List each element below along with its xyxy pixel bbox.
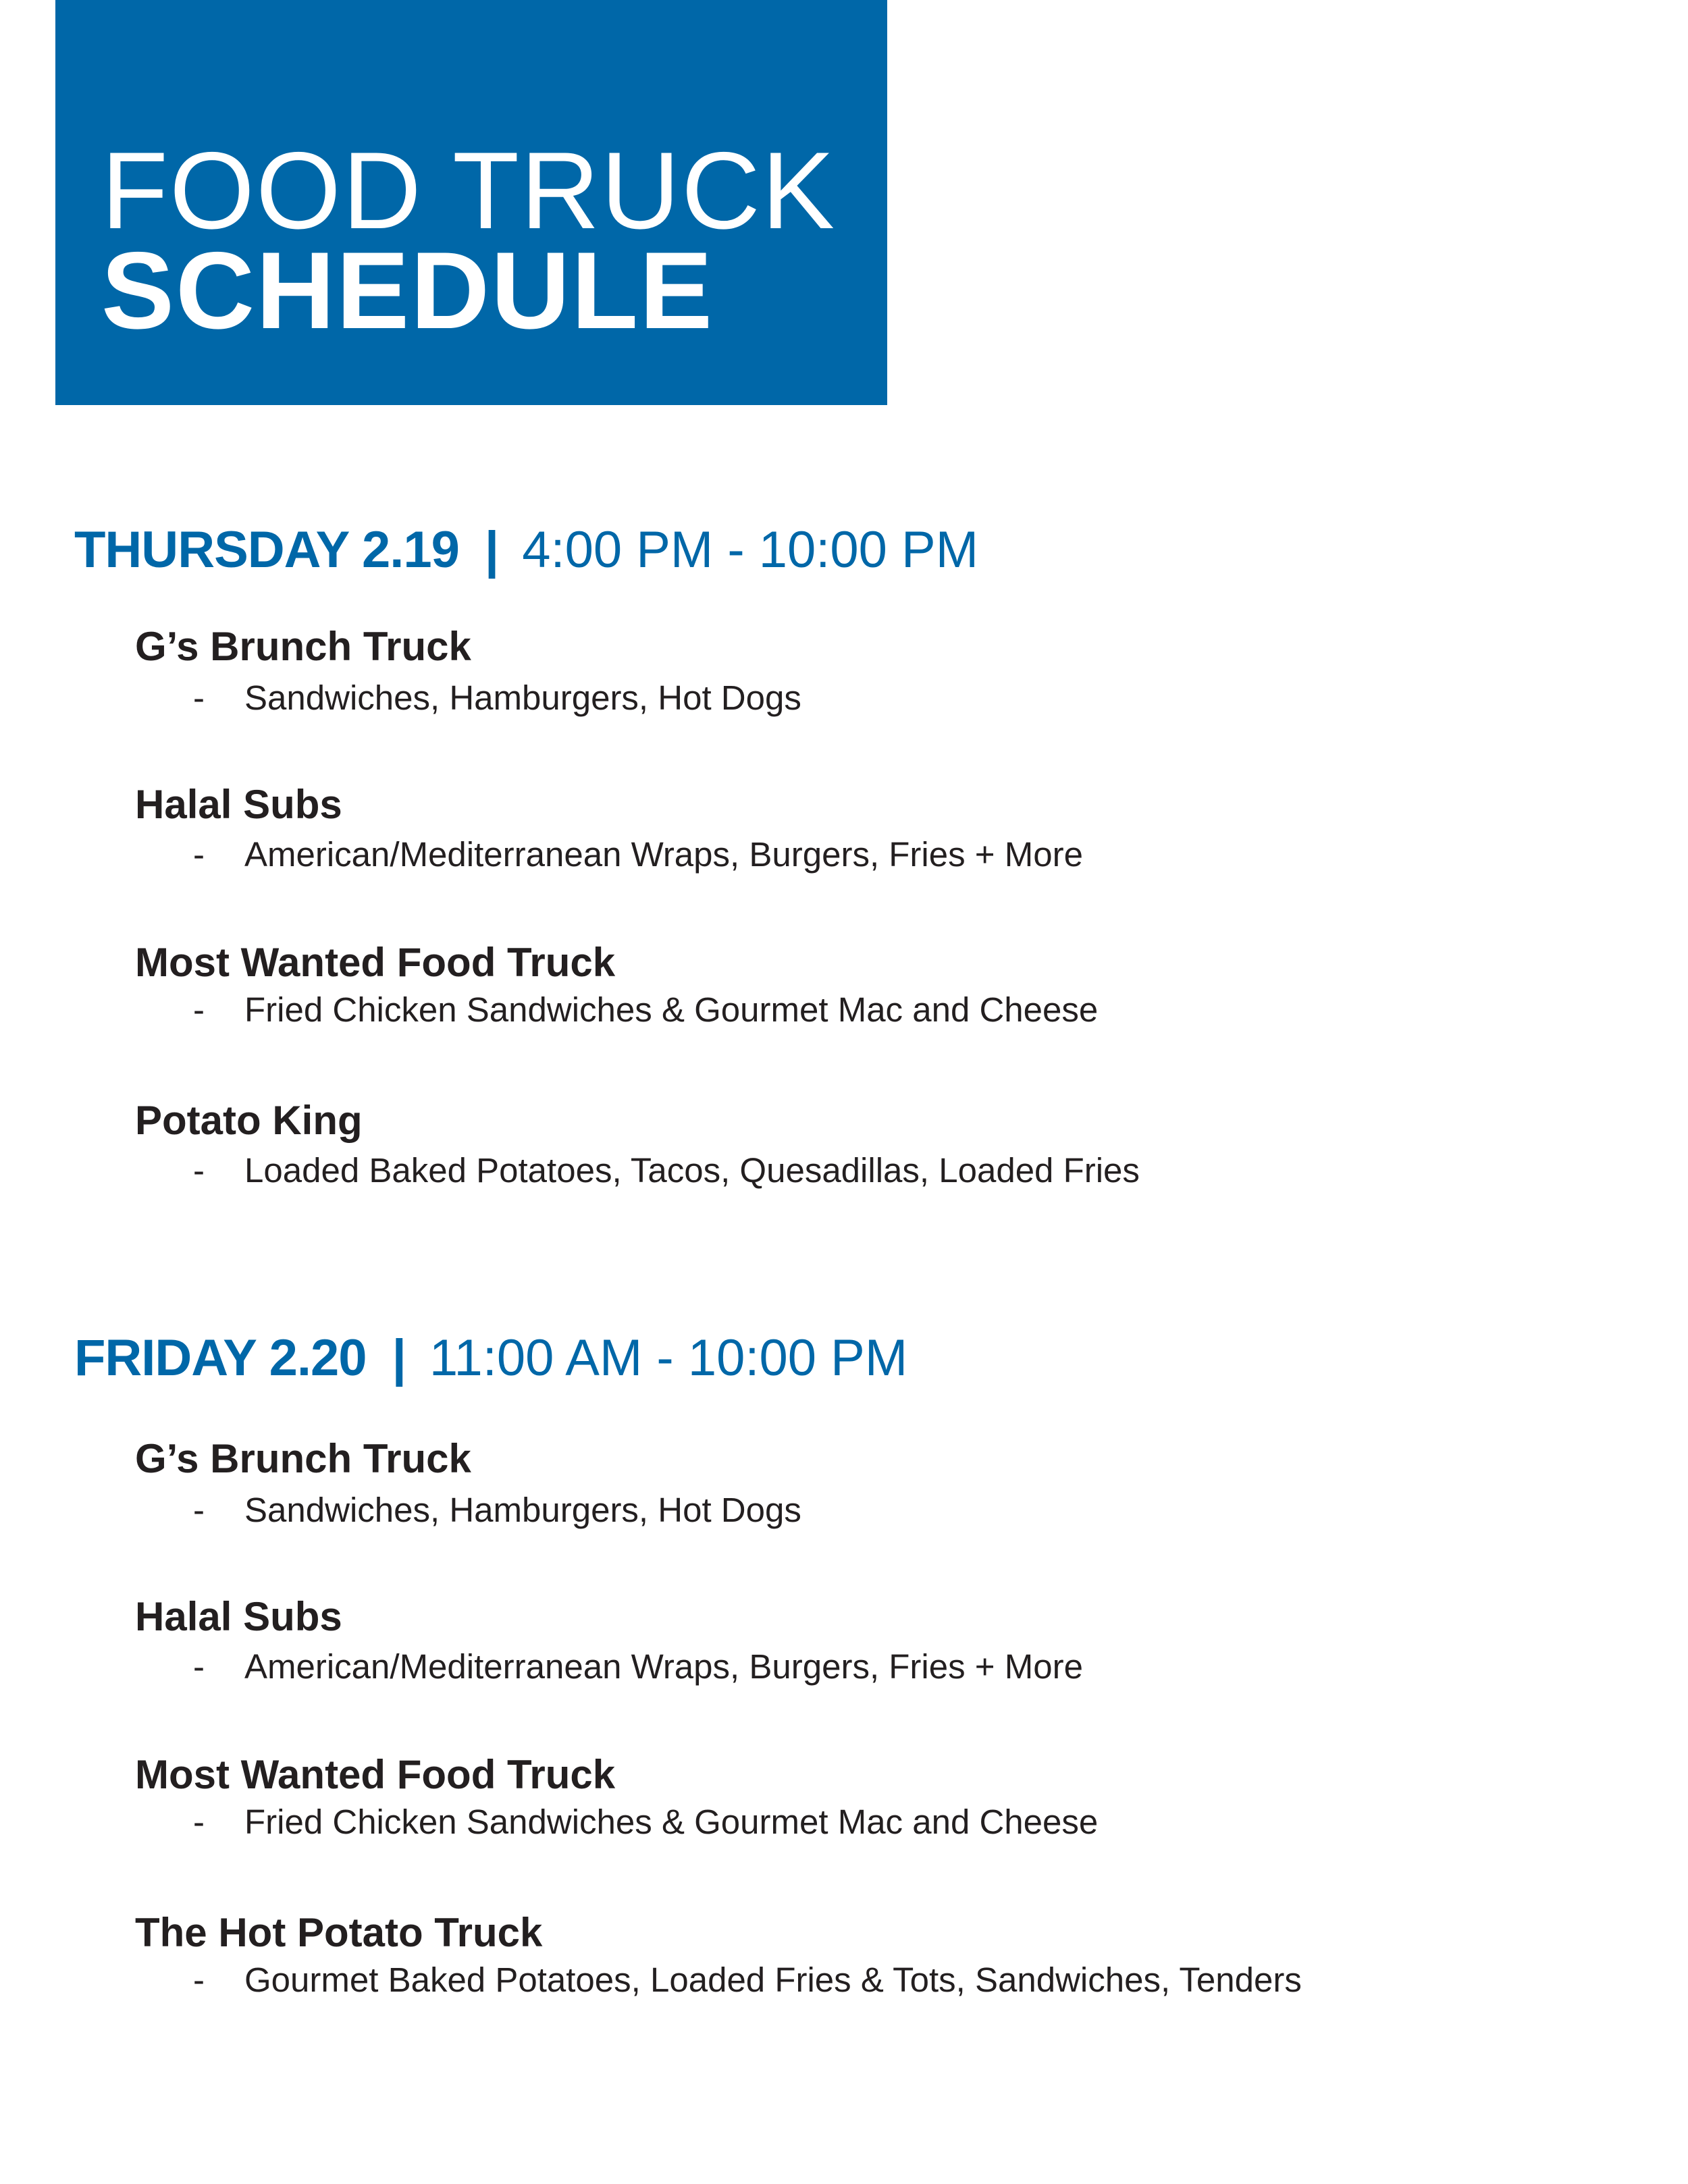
truck-description-text: Loaded Baked Potatoes, Tacos, Quesadillas, Loaded Fries: [244, 1151, 1140, 1190]
truck-name: Most Wanted Food Truck: [135, 1752, 616, 1797]
bullet-dash: -: [193, 1647, 205, 1686]
truck-description-text: American/Mediterranean Wraps, Burgers, Fries + More: [244, 835, 1083, 874]
truck-description-text: American/Mediterranean Wraps, Burgers, Fries + More: [244, 1647, 1083, 1686]
truck-name: Halal Subs: [135, 782, 342, 827]
bullet-dash: -: [193, 1151, 205, 1190]
day-hours: 4:00 PM - 10:00 PM: [522, 521, 979, 579]
truck-name: G’s Brunch Truck: [135, 624, 471, 669]
truck-name: Most Wanted Food Truck: [135, 940, 616, 985]
truck-name: G’s Brunch Truck: [135, 1436, 471, 1481]
truck-name: Potato King: [135, 1098, 363, 1143]
bullet-dash: -: [193, 1491, 205, 1529]
day-separator: |: [484, 521, 500, 579]
truck-description-text: Gourmet Baked Potatoes, Loaded Fries & Tots, Sandwiches, Tenders: [244, 1961, 1302, 1999]
bullet-dash: -: [193, 1803, 205, 1841]
day-separator: |: [392, 1329, 406, 1387]
truck-name: The Hot Potato Truck: [135, 1910, 543, 1955]
truck-description-text: Fried Chicken Sandwiches & Gourmet Mac and Cheese: [244, 1803, 1099, 1841]
title-line-1: FOOD TRUCK: [101, 130, 837, 252]
bullet-dash: -: [193, 990, 205, 1029]
day-heading-friday: [74, 1328, 907, 1389]
day-heading-thursday: [74, 520, 978, 581]
truck-description-text: Sandwiches, Hamburgers, Hot Dogs: [244, 678, 801, 717]
title-line-2: SCHEDULE: [101, 230, 714, 352]
day-label: THURSDAY 2.19: [74, 521, 459, 579]
bullet-dash: -: [193, 1961, 205, 1999]
bullet-dash: -: [193, 835, 205, 874]
truck-description-text: Sandwiches, Hamburgers, Hot Dogs: [244, 1491, 801, 1529]
day-hours: 11:00 AM - 10:00 PM: [429, 1329, 908, 1387]
day-label: FRIDAY 2.20: [74, 1329, 367, 1387]
bullet-dash: -: [193, 678, 205, 717]
truck-name: Halal Subs: [135, 1594, 342, 1639]
truck-description-text: Fried Chicken Sandwiches & Gourmet Mac and Cheese: [244, 990, 1099, 1029]
